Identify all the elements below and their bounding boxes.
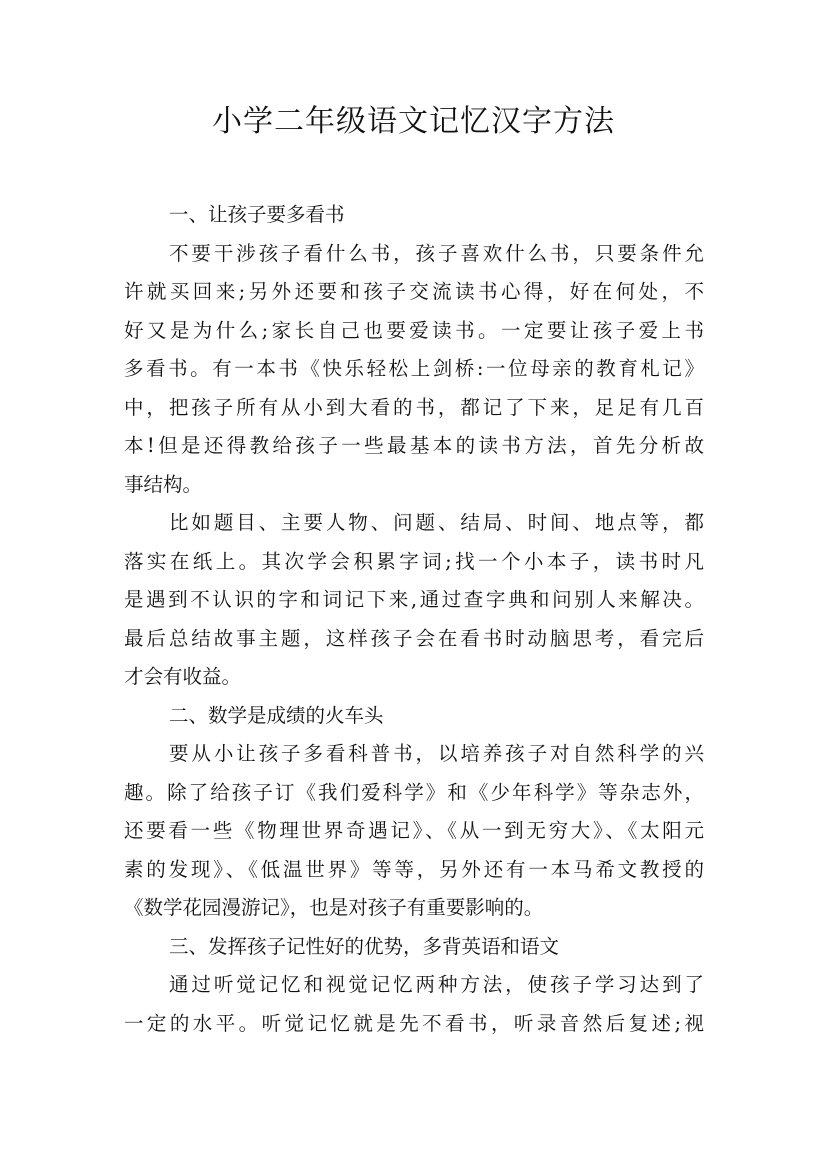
text-line: 一定的水平。听觉记忆就是先不看书，听录音然后复述;视 <box>124 1011 704 1035</box>
text-line: 要从小让孩子多看科普书，以培养孩子对自然科学的兴 <box>169 742 704 765</box>
text-line: 一、让孩子要多看书 <box>169 203 345 226</box>
text-line: 多看书。有一本书《快乐轻松上剑桥:一位母亲的教育札记》 <box>124 357 704 380</box>
text-line: 素的发现》、《低温世界》等等，另外还有一本马希文教授的 <box>124 857 704 881</box>
text-line: 落实在纸上。其次学会积累字词;找一个小本子，读书时凡 <box>124 549 704 573</box>
document-body <box>124 196 704 1043</box>
text-line: 不要干涉孩子看什么书，孩子喜欢什么书，只要条件允 <box>169 241 704 265</box>
text-line: 通过听觉记忆和视觉记忆两种方法，使孩子学习达到了 <box>169 973 704 996</box>
text-line: 许就买回来;另外还要和孩子交流读书心得，好在何处，不 <box>124 280 704 303</box>
text-line: 《数学花园漫游记》，也是对孩子有重要影响的。 <box>124 896 544 919</box>
text-line: 是遇到不认识的字和词记下来,通过查字典和问别人来解决。 <box>124 588 704 611</box>
text-line: 最后总结故事主题，这样孩子会在看书时动脑思考，看完后 <box>124 626 704 650</box>
text-line: 还要看一些《物理世界奇遇记》、《从一到无穷大》、《太阳元 <box>124 819 704 842</box>
text-line: 二、数学是成绩的火车头 <box>169 703 384 727</box>
text-line: 中，把孩子所有从小到大看的书，都记了下来，足足有几百 <box>124 395 704 419</box>
text-line: 事结构。 <box>124 472 203 496</box>
text-line: 比如题目、主要人物、问题、结局、时间、地点等，都 <box>169 511 704 534</box>
text-line: 三、发挥孩子记性好的优势，多背英语和语文 <box>169 934 560 958</box>
text-line: 趣。除了给孩子订《我们爱科学》和《少年科学》等杂志外， <box>124 780 704 804</box>
text-line: 才会有收益。 <box>124 665 242 688</box>
text-line: 好又是为什么;家长自己也要爱读书。一定要让孩子爱上书 <box>124 318 704 342</box>
text-line: 本!但是还得教给孩子一些最基本的读书方法，首先分析故 <box>124 434 704 457</box>
document-title: 小学二年级语文记忆汉字方法 <box>212 104 615 139</box>
